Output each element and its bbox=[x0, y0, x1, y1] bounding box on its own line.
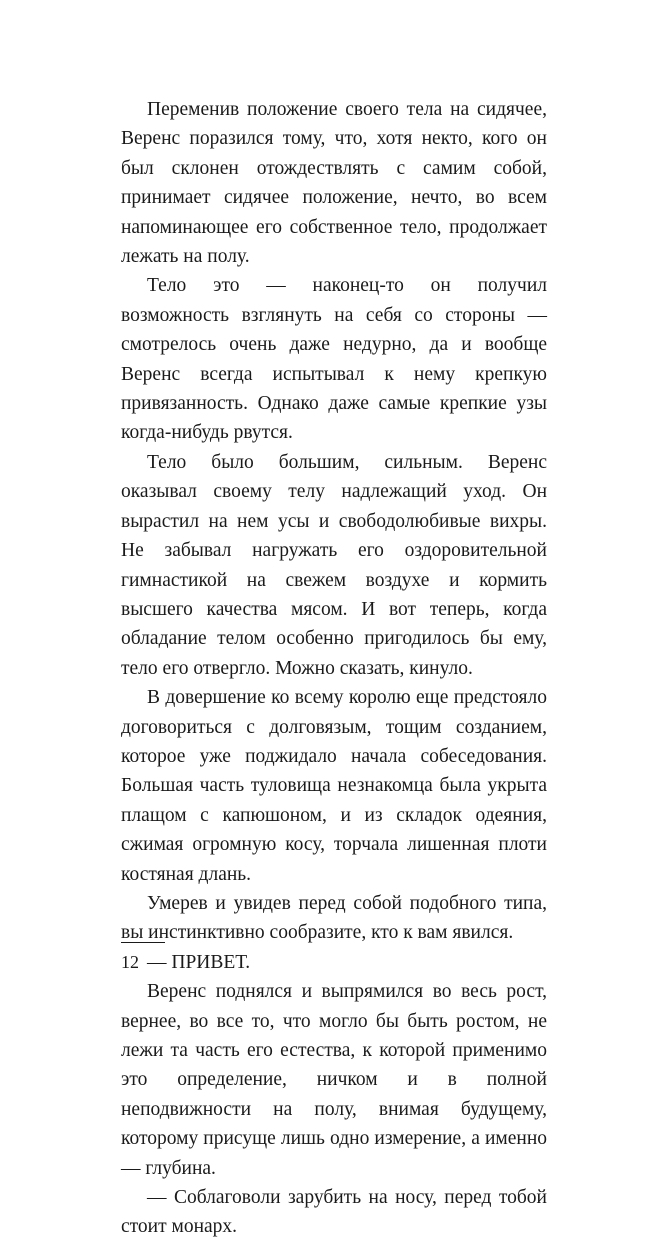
paragraph-1: Переменив положение своего тела на сидячее, Веренс поразился тому, что, хотя некто, кого он был склонен отождествлять с самим собой, принимает сидячее положение, нечто, во всем напоминающее его собственное тело, продолжает лежать на полу. bbox=[121, 99, 547, 268]
body-text bbox=[121, 95, 547, 1242]
paragraph-5: Умерев и увидев перед собой подобного типа, вы инстинктивно сообразите, кто к вам явился. bbox=[121, 892, 547, 944]
paragraph-3: Тело было большим, сильным. Веренс оказывал своему телу надлежащий уход. Он вырастил на нем усы и свободолюбивые вихры. Не забывал нагружать его оздоровительной гимнастикой на свежем воздухе и кормить высшего качества мясом. И вот теперь, когда обладание телом особенно пригодилось бы ему, тело его отвергло. Можно сказать, кинуло. bbox=[121, 451, 547, 679]
footer-rule bbox=[121, 942, 165, 943]
paragraph-8: — Соблаговоли зарубить на носу, перед тобой стоит монарх. bbox=[121, 1187, 547, 1238]
page-number: 12 bbox=[121, 952, 139, 972]
paragraph-2: Тело это — наконец-то он получил возможность взглянуть на себя со стороны — смотрелось очень даже недурно, да и вообще Веренс всегда испытывал к нему крепкую привязанность. Однако даже самые крепкие узы когда-нибудь рвутся. bbox=[121, 275, 547, 444]
paragraph-4: В довершение ко всему королю еще предстояло договориться с долговязым, тощим созданием, которое уже поджидало начала собеседования. Большая часть туловища незнакомца была укрыта плащом с капюшоном, и из складок одеяния, сжимая огромную косу, торчала лишенная плоти костяная длань. bbox=[121, 687, 547, 885]
page-body bbox=[121, 95, 547, 1242]
paragraph-6: — ПРИВЕТ. bbox=[147, 951, 251, 973]
paragraph-7: Веренс поднялся и выпрямился во весь рост, вернее, во все то, что могло бы быть ростом, не лежи та часть его естества, к которой применимо это определение, ничком и в полной неподвижности на полу, внимая будущему, которому присуще лишь одно измерение, а именно — глубина. bbox=[121, 981, 547, 1179]
